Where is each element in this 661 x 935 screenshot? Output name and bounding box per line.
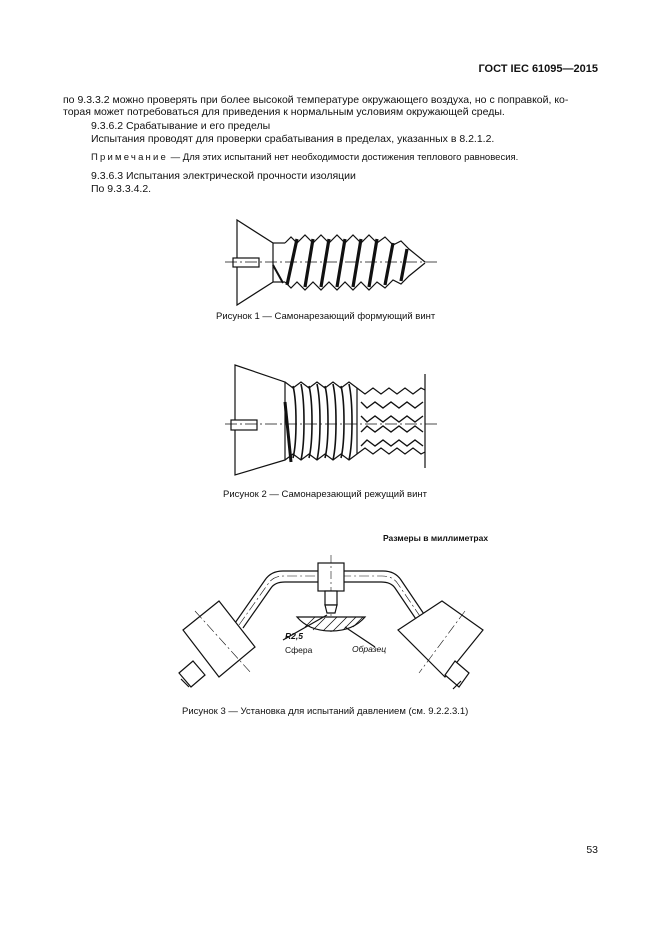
section-9-3-6-2-title: 9.3.6.2 Срабатывание и его пределы (91, 120, 271, 132)
section-9-3-6-2-text: Испытания проводят для проверки срабатывания в пределах, указанных в 8.2.1.2. (91, 133, 495, 145)
note (91, 151, 518, 164)
note-text: — Для этих испытаний нет необходимости достижения теплового равновесия. (170, 152, 519, 163)
figure-2-caption: Рисунок 2 — Самонарезающий режущий винт (223, 489, 428, 500)
figure-1-drawing (225, 215, 440, 310)
figure-3-label-sample: Образец (352, 644, 387, 654)
section-9-3-6-3-title: 9.3.6.3 Испытания электрической прочности изоляции (91, 170, 356, 182)
figure-3-label-radius: R2,5 (285, 631, 303, 641)
figure-2-drawing (225, 362, 440, 480)
page-number: 53 (586, 844, 598, 856)
figure-3-dimensions-note: Размеры в миллиметрах (383, 533, 489, 543)
figure-1-caption: Рисунок 1 — Самонарезающий формующий винт (216, 311, 436, 322)
paragraph-line-2: торая может потребоваться для приведения к нормальным условиям окружающей среды. (63, 106, 505, 118)
standard-designation: ГОСТ IEC 61095—2015 (478, 63, 598, 75)
note-label: Примечание (91, 152, 168, 163)
figure-3-label-sphere: Сфера (285, 645, 313, 655)
section-9-3-6-3-text: По 9.3.3.4.2. (91, 183, 152, 195)
paragraph-line-1: по 9.3.3.2 можно проверять при более высокой температуре окружающего воздуха, но с поправкой, ко- (63, 94, 569, 106)
figure-3-drawing (165, 555, 500, 695)
figure-3-caption: Рисунок 3 — Установка для испытаний давлением (см. 9.2.2.3.1) (182, 706, 469, 717)
